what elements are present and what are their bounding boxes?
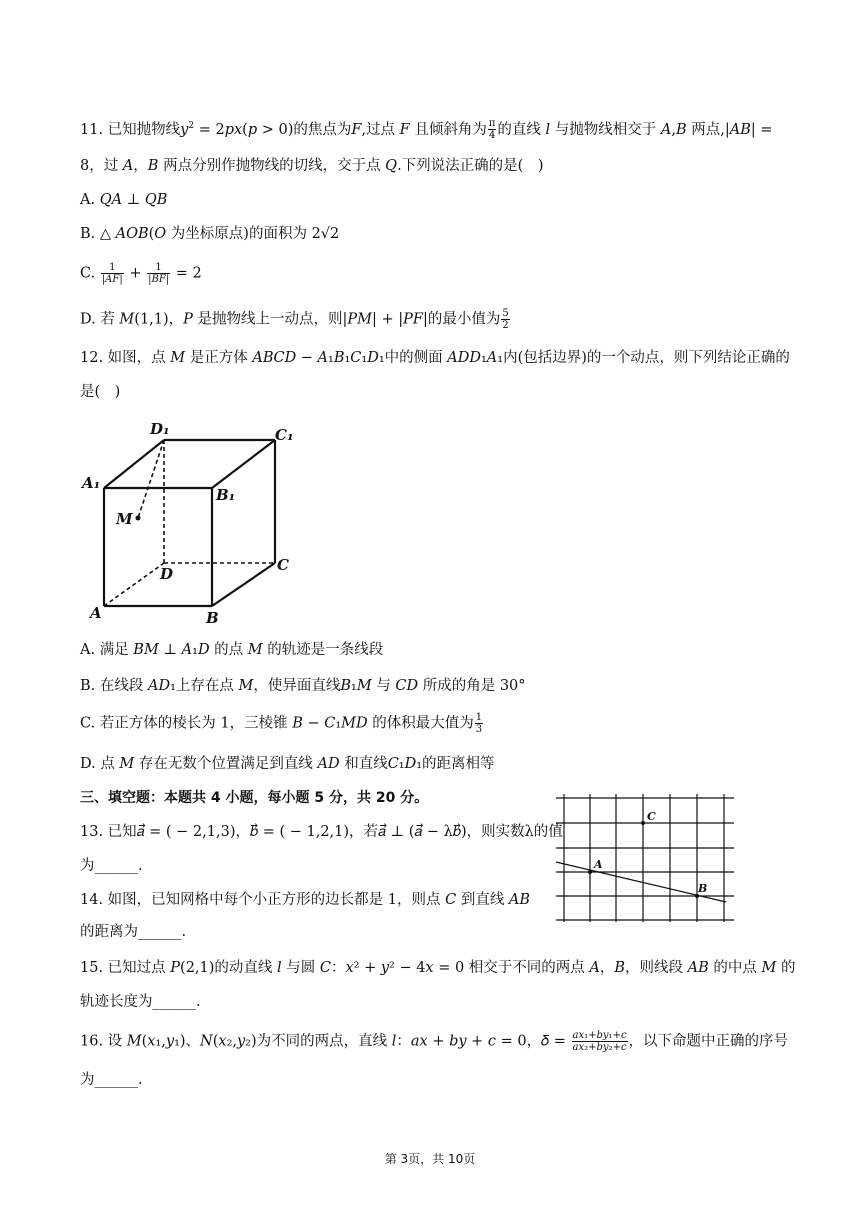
section-heading: 三、填空题：本题共 4 小题，每小题 5 分，共 20 分。 xyxy=(80,790,429,806)
q16-line1: 16. 设 𝑀(𝑥₁,𝑦₁)、𝑁(𝑥₂,𝑦₂)为不同的两点，直线 𝑙：𝑎𝑥 + 𝑏𝑦 + 𝑐 = 0，𝛿 = $\frac{\text{𝑎𝑥₁+𝑏𝑦₁+𝑐}}{\text{𝑎𝑥₂+𝑏𝑦₂+𝑐}}$ ，以下命题中正确的序号 xyxy=(80,1030,789,1053)
page-footer: 第 3页，共 10页 xyxy=(384,1152,476,1166)
label-a1: A₁ xyxy=(82,474,101,492)
q15-line1: 15. 已知过点 𝑃(2,1)的动直线 𝑙 与圆 𝐶：𝑥² + 𝑦² − 4𝑥 = 0 相交于不同的两点 𝐴，𝐵，则线段 𝐴𝐵 的中点 𝑀 的 xyxy=(80,960,796,976)
label-b: B xyxy=(206,609,219,627)
point-c xyxy=(641,821,645,825)
label-c: C xyxy=(277,556,289,574)
q13-line2: 为______. xyxy=(80,858,143,874)
q11-line2: 8，过 𝐴，𝐵 两点分别作抛物线的切线，交于点 𝑄.下列说法正确的是( ) xyxy=(80,158,544,174)
q11-option-c: C. $\frac{1}{|AF|}$ + $\frac{1}{|BF|}$ = 2 xyxy=(80,262,202,285)
q16-line2: 为______. xyxy=(80,1072,143,1088)
cube-figure xyxy=(78,418,308,628)
grid-label-c: C xyxy=(647,810,656,823)
point-m xyxy=(136,516,141,521)
q12-option-b: B. 在线段 𝐴𝐷₁上存在点 𝑀，使异面直线𝐵₁𝑀 与 𝐶𝐷 所成的角是 30° xyxy=(80,678,526,694)
q12-option-a: A. 满足 𝐵𝑀 ⊥ 𝐴₁𝐷 的点 𝑀 的轨迹是一条线段 xyxy=(80,642,384,658)
label-m: M xyxy=(116,510,133,528)
q12-line1: 12. 如图，点 𝑀 是正方体 𝐴𝐵𝐶𝐷 − 𝐴₁𝐵₁𝐶₁𝐷₁中的侧面 𝐴𝐷𝐷₁𝐴₁内(包括边界)的一个动点，则下列结论正确的 xyxy=(80,350,790,366)
label-d1: D₁ xyxy=(150,420,170,438)
grid-figure xyxy=(552,788,742,928)
q15-line2: 轨迹长度为______. xyxy=(80,994,201,1010)
q12-option-d: D. 点 𝑀 存在无数个位置满足到直线 𝐴𝐷 和直线𝐶₁𝐷₁的距离相等 xyxy=(80,756,495,772)
q11-option-a: A. 𝑄𝐴 ⊥ 𝑄𝐵 xyxy=(80,192,168,208)
label-a: A xyxy=(90,604,102,622)
q14-line2: 的距离为______. xyxy=(80,924,187,940)
point-a xyxy=(588,870,592,874)
q13-line1: 13. 已知𝑎⃗ = ( − 2,1,3)，𝑏⃗ = ( − 1,2,1)，若𝑎⃗ ⊥ (𝑎⃗ − λ𝑏⃗)，则实数λ的值 xyxy=(80,824,563,840)
q11-option-d: D. 若 𝑀(1,1)，𝑃 是抛物线上一动点，则|𝑃𝑀| + |𝑃𝐹|的最小值为 $\frac{5}{2}$ xyxy=(80,308,509,331)
q12-line2: 是( ) xyxy=(80,384,121,400)
label-c1: C₁ xyxy=(275,426,294,444)
q11-line1: 11. 已知抛物线$y^2 = 2px(p > 0)$的焦点为F,过点 F 且倾斜角为 $\frac{\pi}{4}$ 的直线 l 与抛物线相交于 A,B 两点,|AB| = xyxy=(80,118,773,142)
q11-option-b: B. △ 𝐴𝑂𝐵(𝑂 为坐标原点)的面积为 2√2 xyxy=(80,226,340,242)
q14-line1: 14. 如图，已知网格中每个小正方形的边长都是 1，则点 𝐶 到直线 𝐴𝐵 xyxy=(80,892,531,908)
grid-label-b: B xyxy=(698,882,708,895)
label-d: D xyxy=(160,565,174,583)
q12-option-c: C. 若正方体的棱长为 1，三棱锥 𝐵 − 𝐶₁𝑀𝐷 的体积最大值为 $\frac{1}{3}$ xyxy=(80,712,483,735)
grid-label-a: A xyxy=(594,858,603,871)
label-b1: B₁ xyxy=(216,486,236,504)
